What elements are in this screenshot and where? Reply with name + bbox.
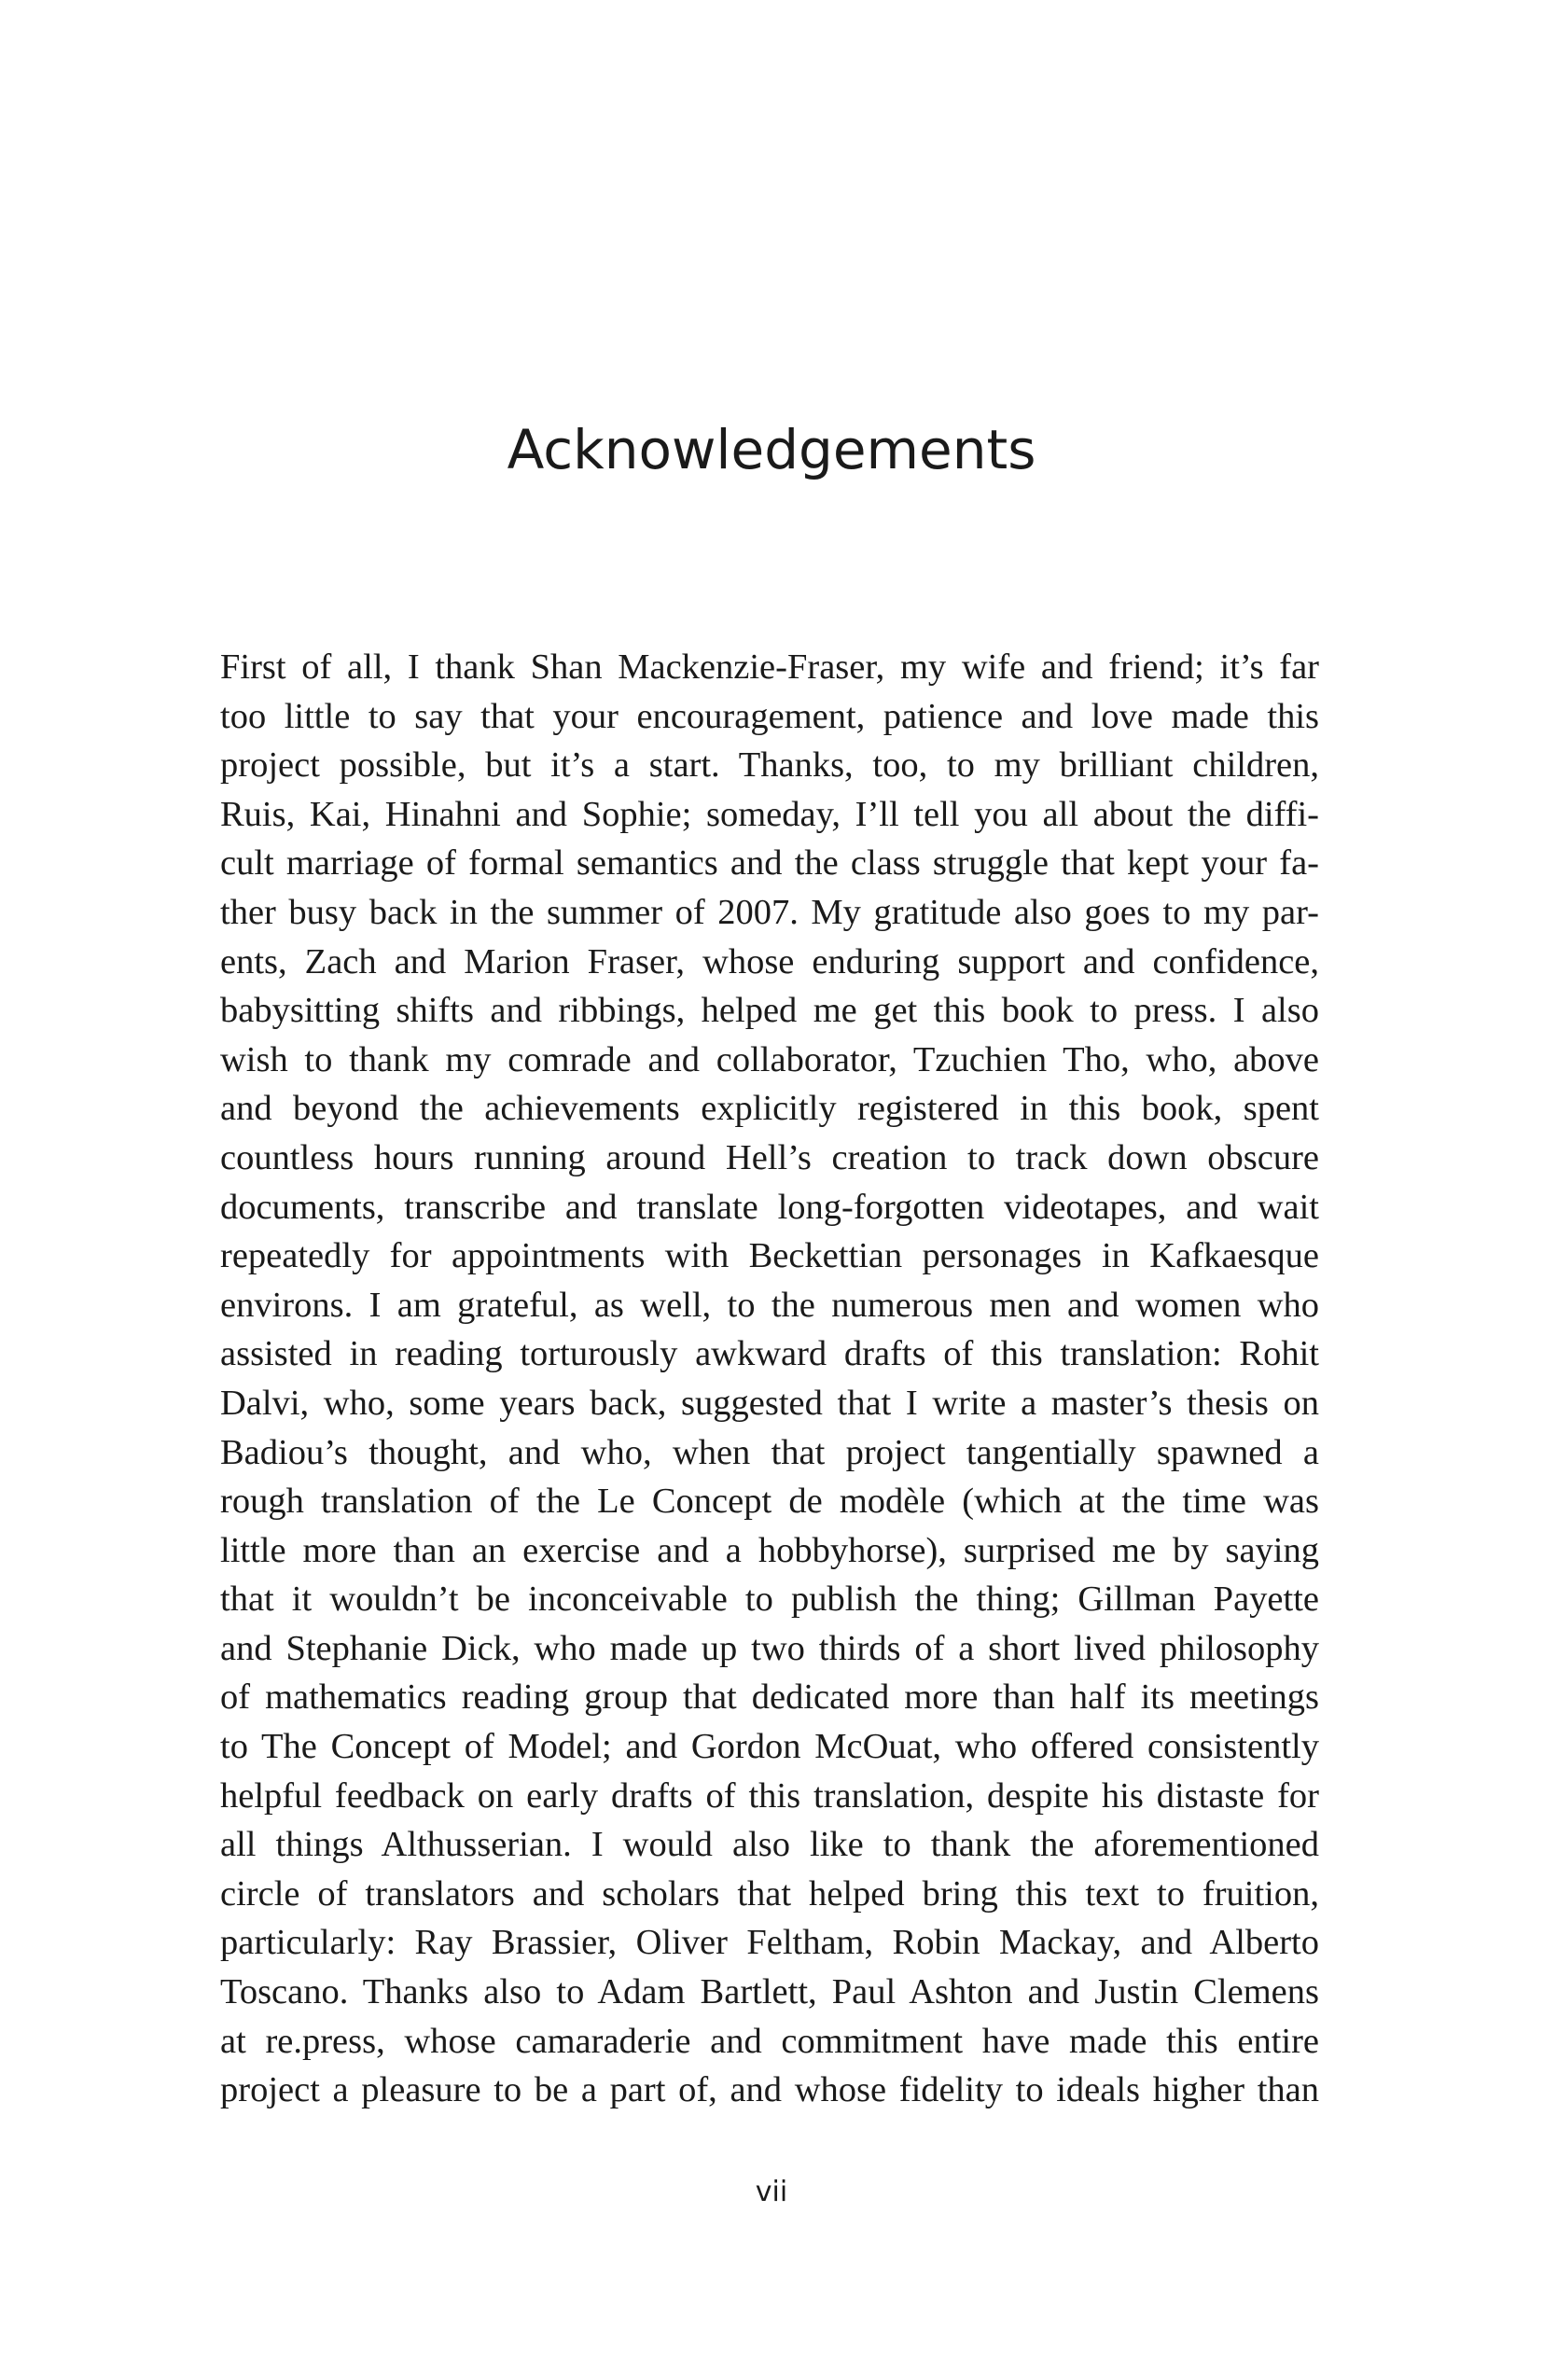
text-line: repeatedly for appointments with Beckettian personages in Kafkaesque	[220, 1236, 1319, 1276]
text-line: rough translation of the Le Concept de modèle (which at the time was	[220, 1482, 1319, 1522]
text-line: to The Concept of Model; and Gordon McOuat, who offered consistently	[220, 1727, 1319, 1767]
text-line: cult marriage of formal semantics and the class struggle that kept your fa-	[220, 843, 1319, 884]
text-line: Toscano. Thanks also to Adam Bartlett, Paul Ashton and Justin Clemens	[220, 1972, 1319, 2012]
text-line: Badiou’s thought, and who, when that project tangentially spawned a	[220, 1432, 1319, 1472]
page-title: Acknowledgements	[507, 418, 1036, 481]
text-line: circle of translators and scholars that helped bring this text to fruition,	[220, 1873, 1319, 1914]
text-line: all things Althusserian. I would also like to thank the aforementioned	[220, 1825, 1319, 1865]
text-line: wish to thank my comrade and collaborator, Tzuchien Tho, who, above	[220, 1039, 1319, 1079]
text-line: assisted in reading torturously awkward drafts of this translation: Rohit	[220, 1334, 1319, 1374]
text-line: particularly: Ray Brassier, Oliver Feltham, Robin Mackay, and Alberto	[220, 1923, 1319, 1963]
text-line: and beyond the achievements explicitly registered in this book, spent	[220, 1089, 1319, 1129]
text-line: Ruis, Kai, Hinahni and Sophie; someday, I’ll tell you all about the diffi-	[220, 794, 1319, 834]
text-line: too little to say that your encouragement, patience and love made this	[220, 696, 1319, 736]
text-line: project a pleasure to be a part of, and whose fidelity to ideals higher than	[220, 2070, 1319, 2110]
text-line: that it wouldn’t be inconceivable to publish the thing; Gillman Payette	[220, 1580, 1319, 1620]
page-number: vii	[755, 2176, 788, 2208]
text-line: countless hours running around Hell’s creation to track down obscure	[220, 1137, 1319, 1177]
text-line: documents, transcribe and translate long-forgotten videotapes, and wait	[220, 1187, 1319, 1227]
text-line: and Stephanie Dick, who made up two thirds of a short lived philosophy	[220, 1628, 1319, 1668]
text-line: environs. I am grateful, as well, to the numerous men and women who	[220, 1285, 1319, 1325]
text-line: project possible, but it’s a start. Thanks, too, to my brilliant children,	[220, 745, 1319, 786]
text-line: little more than an exercise and a hobbyhorse), surprised me by saying	[220, 1530, 1319, 1570]
text-line: Dalvi, who, some years back, suggested that I write a master’s thesis on	[220, 1383, 1319, 1423]
text-line: of mathematics reading group that dedicated more than half its meetings	[220, 1677, 1319, 1718]
text-line: helpful feedback on early drafts of this translation, despite his distaste for	[220, 1775, 1319, 1816]
text-line: ther busy back in the summer of 2007. My gratitude also goes to my par-	[220, 892, 1319, 932]
text-line: babysitting shifts and ribbings, helped me get this book to press. I also	[220, 991, 1319, 1031]
text-line: at re.press, whose camaraderie and commitment have made this entire	[220, 2021, 1319, 2061]
acknowledgements-body	[220, 643, 1319, 2115]
text-line: First of all, I thank Shan Mackenzie-Fraser, my wife and friend; it’s far	[220, 647, 1319, 687]
text-line: ents, Zach and Marion Fraser, whose enduring support and confidence,	[220, 941, 1319, 981]
